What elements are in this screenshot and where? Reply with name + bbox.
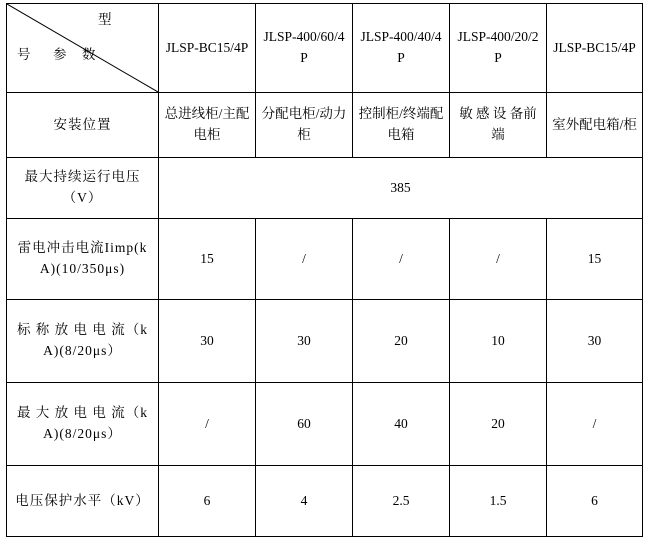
header-corner-cell [7, 4, 159, 93]
row-label-impulse-current: 雷电冲击电流Iimp(kA)(10/350μs) [7, 219, 159, 300]
cell-nominal-discharge-4: 10 [450, 300, 547, 383]
table-header-row [7, 4, 643, 93]
table-row-install-location [7, 93, 643, 158]
cell-nominal-discharge-1: 30 [159, 300, 256, 383]
cell-install-location-5: 室外配电箱/柜 [547, 93, 643, 158]
header-label-type: 型 [98, 12, 112, 27]
cell-impulse-current-2: / [256, 219, 353, 300]
cell-nominal-discharge-5: 30 [547, 300, 643, 383]
header-model-1: JLSP-BC15/4P [159, 4, 256, 93]
header-label-parameter: 参 数 [53, 47, 102, 63]
cell-max-discharge-3: 40 [353, 383, 450, 466]
table-row-max-discharge-current [7, 383, 643, 466]
spd-specification-table [6, 3, 643, 537]
document-page [0, 3, 651, 534]
row-label-install-location: 安装位置 [7, 93, 159, 158]
table-row-max-continuous-voltage [7, 158, 643, 219]
header-label-number: 号 [17, 47, 31, 63]
cell-voltage-protection-1: 6 [159, 466, 256, 537]
header-model-5: JLSP-BC15/4P [547, 4, 643, 93]
cell-impulse-current-1: 15 [159, 219, 256, 300]
row-label-nominal-discharge-current: 标 称 放 电 电 流（kA)(8/20μs） [7, 300, 159, 383]
cell-max-discharge-1: / [159, 383, 256, 466]
cell-voltage-protection-5: 6 [547, 466, 643, 537]
cell-install-location-4: 敏 感 设 备前端 [450, 93, 547, 158]
cell-nominal-discharge-2: 30 [256, 300, 353, 383]
table-row-impulse-current [7, 219, 643, 300]
cell-max-discharge-2: 60 [256, 383, 353, 466]
cell-nominal-discharge-3: 20 [353, 300, 450, 383]
row-label-voltage-protection-level: 电压保护水平（kV） [7, 466, 159, 537]
cell-max-discharge-4: 20 [450, 383, 547, 466]
cell-install-location-1: 总进线柜/主配电柜 [159, 93, 256, 158]
table-row-nominal-discharge-current [7, 300, 643, 383]
cell-voltage-protection-4: 1.5 [450, 466, 547, 537]
cell-max-continuous-voltage-value: 385 [159, 158, 643, 219]
cell-voltage-protection-2: 4 [256, 466, 353, 537]
row-label-max-discharge-current: 最 大 放 电 电 流（kA)(8/20μs） [7, 383, 159, 466]
cell-impulse-current-3: / [353, 219, 450, 300]
cell-install-location-3: 控制柜/终端配电箱 [353, 93, 450, 158]
header-model-2: JLSP-400/60/4P [256, 4, 353, 93]
cell-impulse-current-4: / [450, 219, 547, 300]
cell-impulse-current-5: 15 [547, 219, 643, 300]
row-label-max-continuous-voltage: 最大持续运行电压（V） [7, 158, 159, 219]
cell-install-location-2: 分配电柜/动力柜 [256, 93, 353, 158]
table-row-voltage-protection-level [7, 466, 643, 537]
cell-max-discharge-5: / [547, 383, 643, 466]
header-model-3: JLSP-400/40/4P [353, 4, 450, 93]
cell-voltage-protection-3: 2.5 [353, 466, 450, 537]
header-model-4: JLSP-400/20/2P [450, 4, 547, 93]
